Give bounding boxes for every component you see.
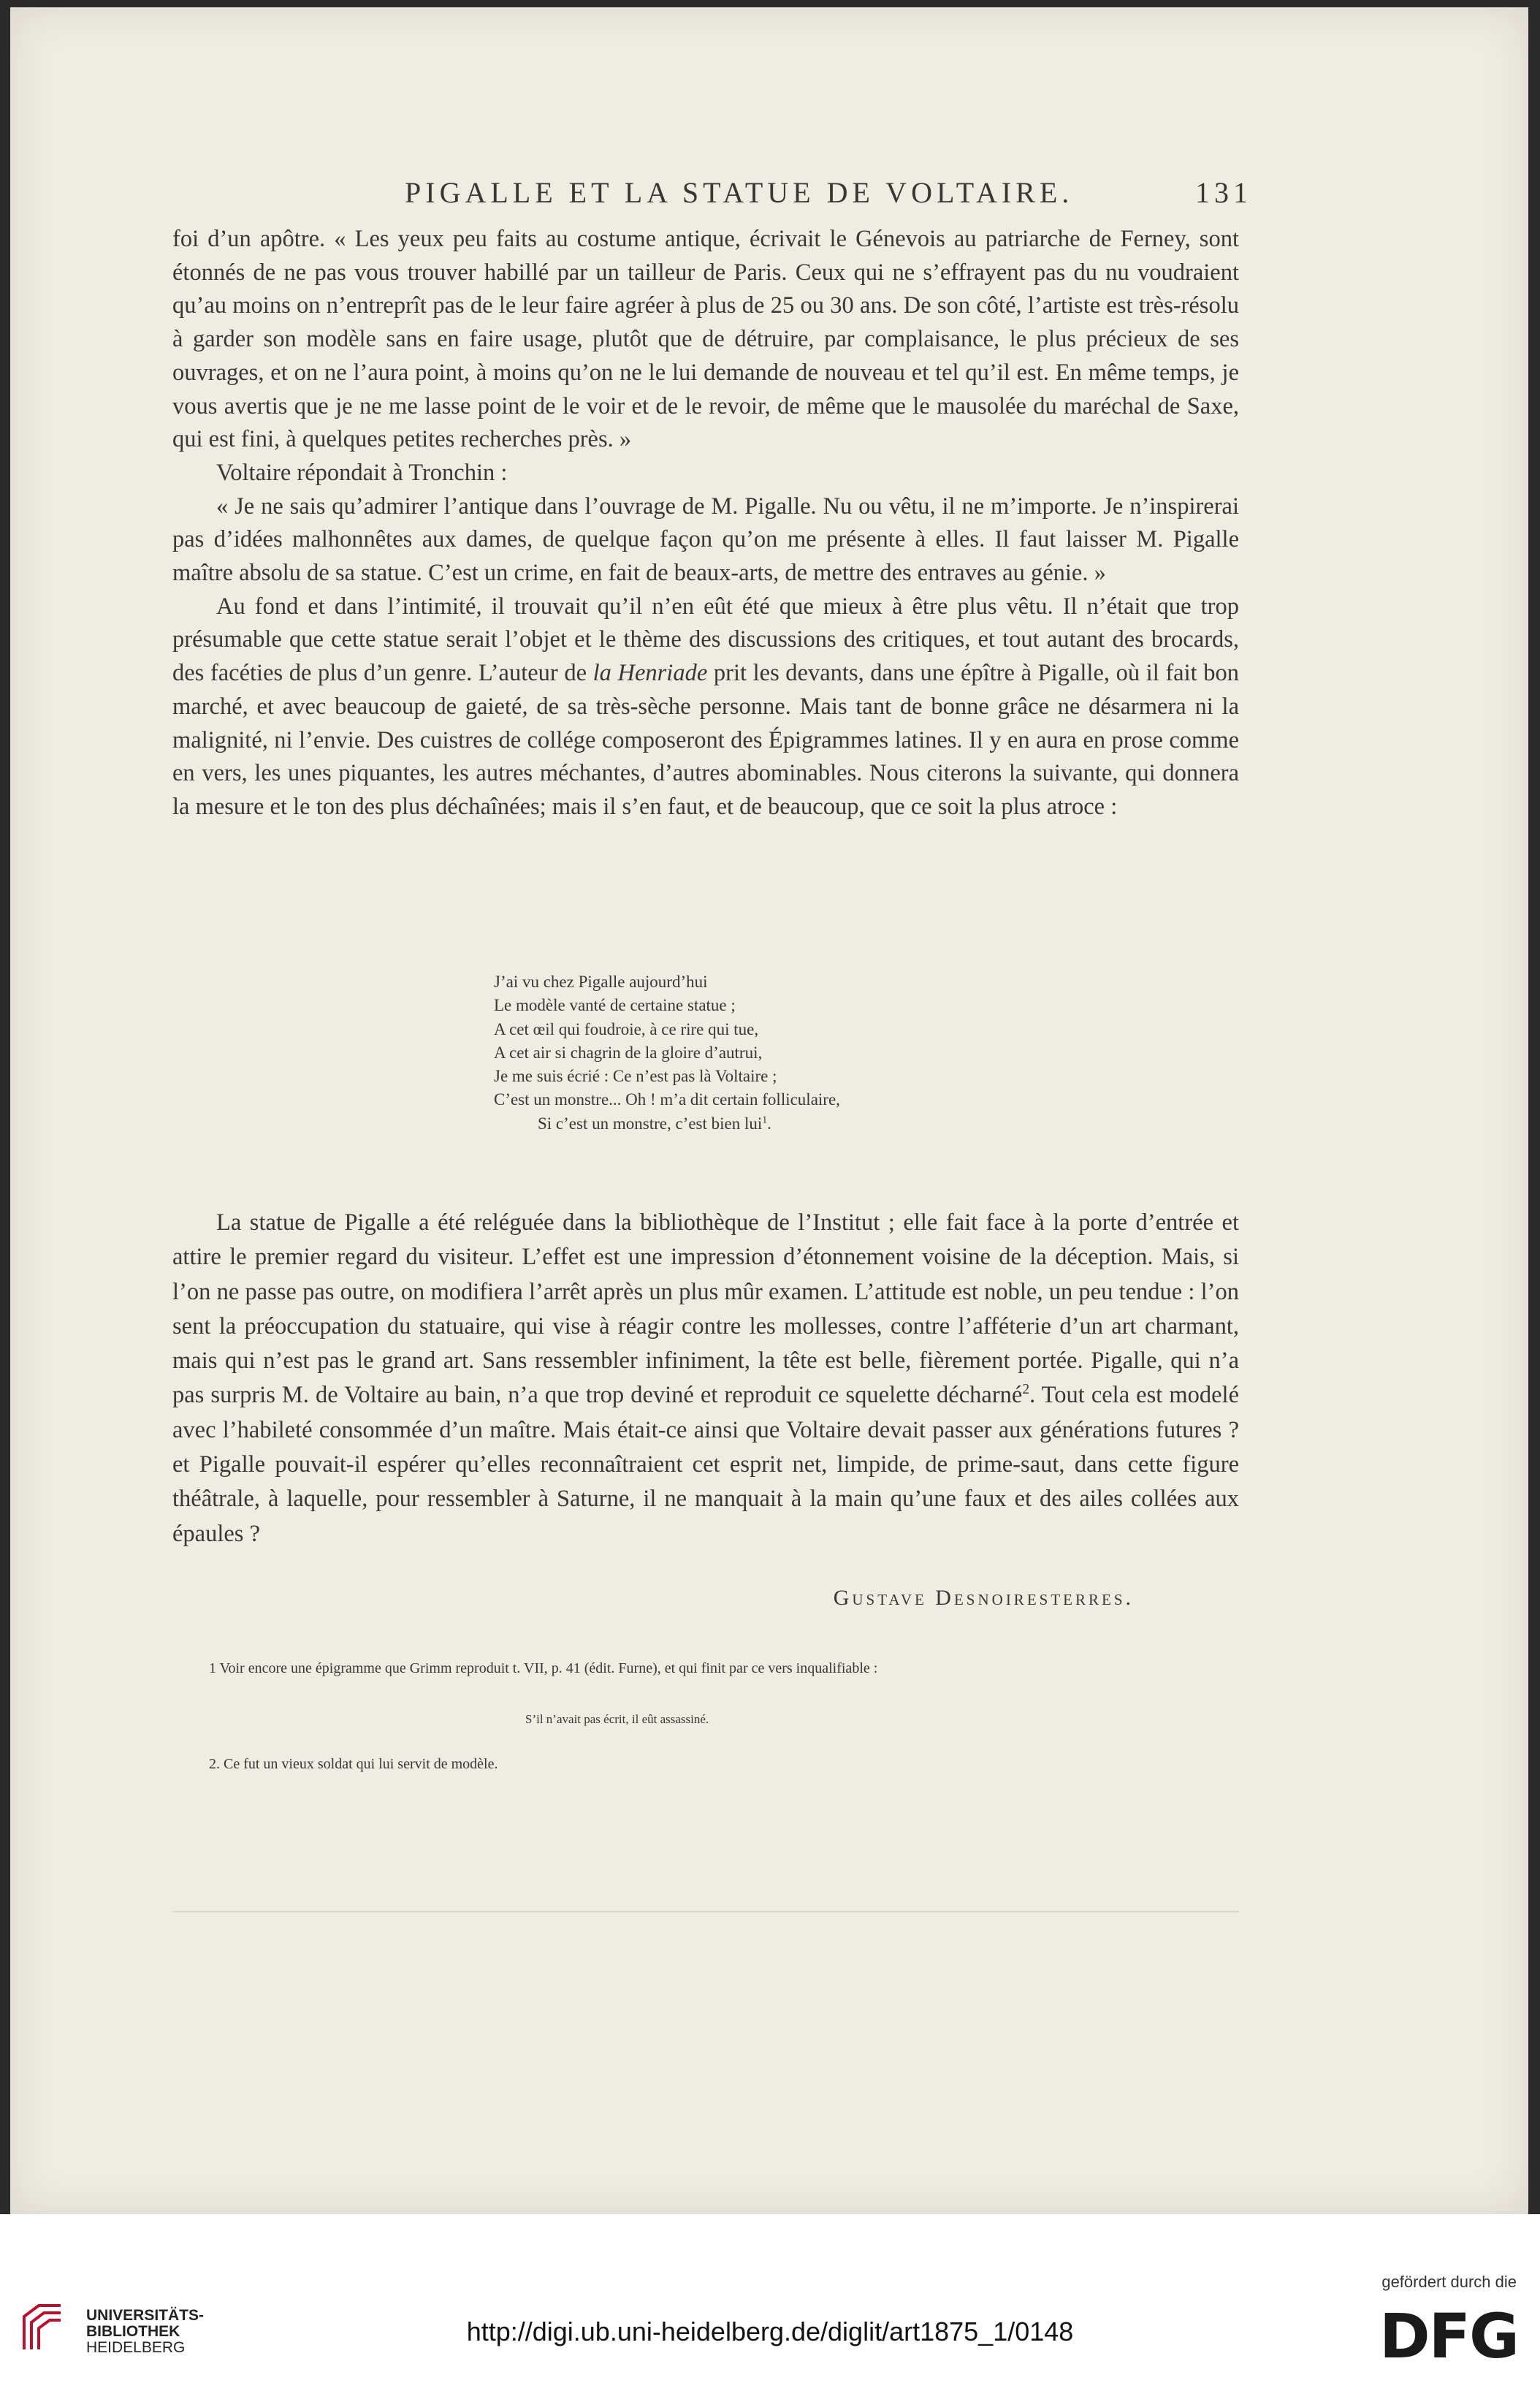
paragraph-4-text-b: prit les devants, dans une épître à Pigalle, où il fait bon marché, et avec beaucoup de gaieté, de sa très-sèche personne. Mais tant de bonne grâce ne désarmera ni la malignité, ni l’envie. Des cuistres de collége composeront des Épigrammes latines. Il y en aura en prose comme en vers, les unes piquantes, les autres méchantes, d’autres abominables. Nous citerons la suivante, qui donnera la mesure et le ton des plus déchaînées; mais il s’en faut, et de beaucoup, que ce soit la plus atroce : [172,660,1240,820]
poem-line-text: Si c’est un monstre, c’est bien lui [538,1114,763,1133]
footnote-1-quote: S’il n’avait pas écrit, il eût assassiné. [525,1712,709,1726]
paragraph-5-text-a: La statue de Pigalle a été reléguée dans la bibliothèque de l’Institut ; elle fait face à la porte d’entrée et attire le premier regard du visiteur. L’effet est une impression d’étonnement voisine de la déception. Mais, si l’on ne passe pas outre, on modifiera l’arrêt après un plus mûr examen. L’attitude est noble, un peu tendue : l’on sent la préoccupation du statuaire, qui vise à réagir contre les mollesses, contre l’afféterie d’un art charmant, mais qui n’est pas le grand art. Sans ressembler infiniment, la tête est belle, fièrement portée. Pigalle, qui n’a pas surpris M. de Voltaire au bain, n’a que trop deviné et reproduit ce squelette décharné [172,1209,1239,1409]
scanned-page [10,7,1528,2214]
paragraph-1: foi d’un apôtre. « Les yeux peu faits au costume antique, écrivait le Génevois au patriarche de Ferney, sont étonnés de ne pas vous trouver habillé par un tailleur de Paris. Ceux qui ne s’effrayent pas du nu voudraient qu’au moins on n’entreprît pas de le leur faire agréer à plus de 25 ou 30 ans. De son côté, l’artiste est très-résolu à garder son modèle sans en faire usage, plutôt que de détruire, par complaisance, le plus précieux de ses ouvrages, et on ne l’aura point, à moins qu’on ne le lui demande de nouveau et tel qu’il est. En même temps, je vous avertis que je ne me lasse point de le voir et de le revoir, de même que le mausolée du maréchal de Saxe, qui est fini, à quelques petites recherches près. » [172,226,1239,453]
poem-line: Je me suis écrié : Ce n’est pas là Voltaire ; [494,1067,777,1086]
poem-line-period: . [767,1114,771,1133]
footnote-ref-2: 2 [1022,1382,1030,1398]
footnote-2: 2. Ce fut un vieux soldat qui lui servit de modèle. [209,1756,498,1772]
paragraph-3: « Je ne sais qu’admirer l’antique dans l’ouvrage de M. Pigalle. Nu ou vêtu, il ne m’importe. Je n’inspirerai pas d’idées malhonnêtes aux dames, de quelque façon qu’on me présente à elles. Il faut laisser M. Pigalle maître absolu de sa statue. C’est un crime, en fait de beaux-arts, de mettre des entraves au génie. » [172,493,1239,587]
body-text-top [172,223,1239,824]
poem-line-last [494,1112,932,1136]
footnote-1: 1 Voir encore une épigramme que Grimm reproduit t. VII, p. 41 (édit. Furne), et qui finit par ce vers inqualifiable : [209,1660,878,1676]
paragraph-4-text-a: Au fond et dans l’intimité, il trouvait qu’il n’en eût été que mieux à être plus vêtu. Il n’était que trop présumable que cette statue serait l’objet et le thème des discussions des critiques, et tout autant des brocards, des facéties de plus d’un genre. L’auteur de [172,593,1239,687]
poem-line: J’ai vu chez Pigalle aujourd’hui [494,973,708,991]
henriade-title: la Henriade [592,660,708,687]
funding-label: gefördert durch die [1381,2273,1517,2291]
digitization-footer [0,2214,1540,2402]
poem-line: A cet œil qui foudroie, à ce rire qui tue, [494,1019,759,1038]
body-text-bottom [172,1206,1239,1551]
paragraph-5 [172,1206,1239,1551]
footnote-ref-1: 1 [762,1114,768,1125]
library-name-line: UNIVERSITÄTS- [86,2307,205,2324]
permalink-url[interactable]: http://digi.ub.uni-heidelberg.de/diglit/art1875_1/0148 [466,2317,1074,2346]
poem-line: C’est un monstre... Oh ! m’a dit certain folliculaire, [494,1090,840,1109]
library-name-line: HEIDELBERG [86,2339,186,2356]
page-divider [172,1911,1239,1912]
page-number: 131 [1195,176,1252,209]
paragraph-2: Voltaire répondait à Tronchin : [216,459,508,486]
epigram-poem [494,970,932,1136]
library-name-line: BIBLIOTHEK [86,2323,180,2340]
poem-line: A cet air si chagrin de la gloire d’autrui, [494,1043,763,1062]
paragraph-5-text-b: . Tout cela est modelé avec l’habileté consommée d’un maître. Mais était-ce ainsi que Voltaire devait passer aux générations futures ? et Pigalle pouvait-il espérer qu’elles reconnaîtraient cet esprit net, limpide, de prime-saut, dans cette figure théâtrale, à laquelle, pour ressembler à Saturne, il ne manquait à la main qu’une faux et des ailes collées aux épaules ? [172,1382,1239,1547]
author-signature: Gustave Desnoiresterres. [833,1586,1134,1610]
dfg-logo: DFG [1379,2300,1518,2372]
running-title: PIGALLE ET LA STATUE DE VOLTAIRE. [405,176,1074,209]
paragraph-4 [172,590,1239,824]
poem-line: Le modèle vanté de certaine statue ; [494,996,736,1015]
